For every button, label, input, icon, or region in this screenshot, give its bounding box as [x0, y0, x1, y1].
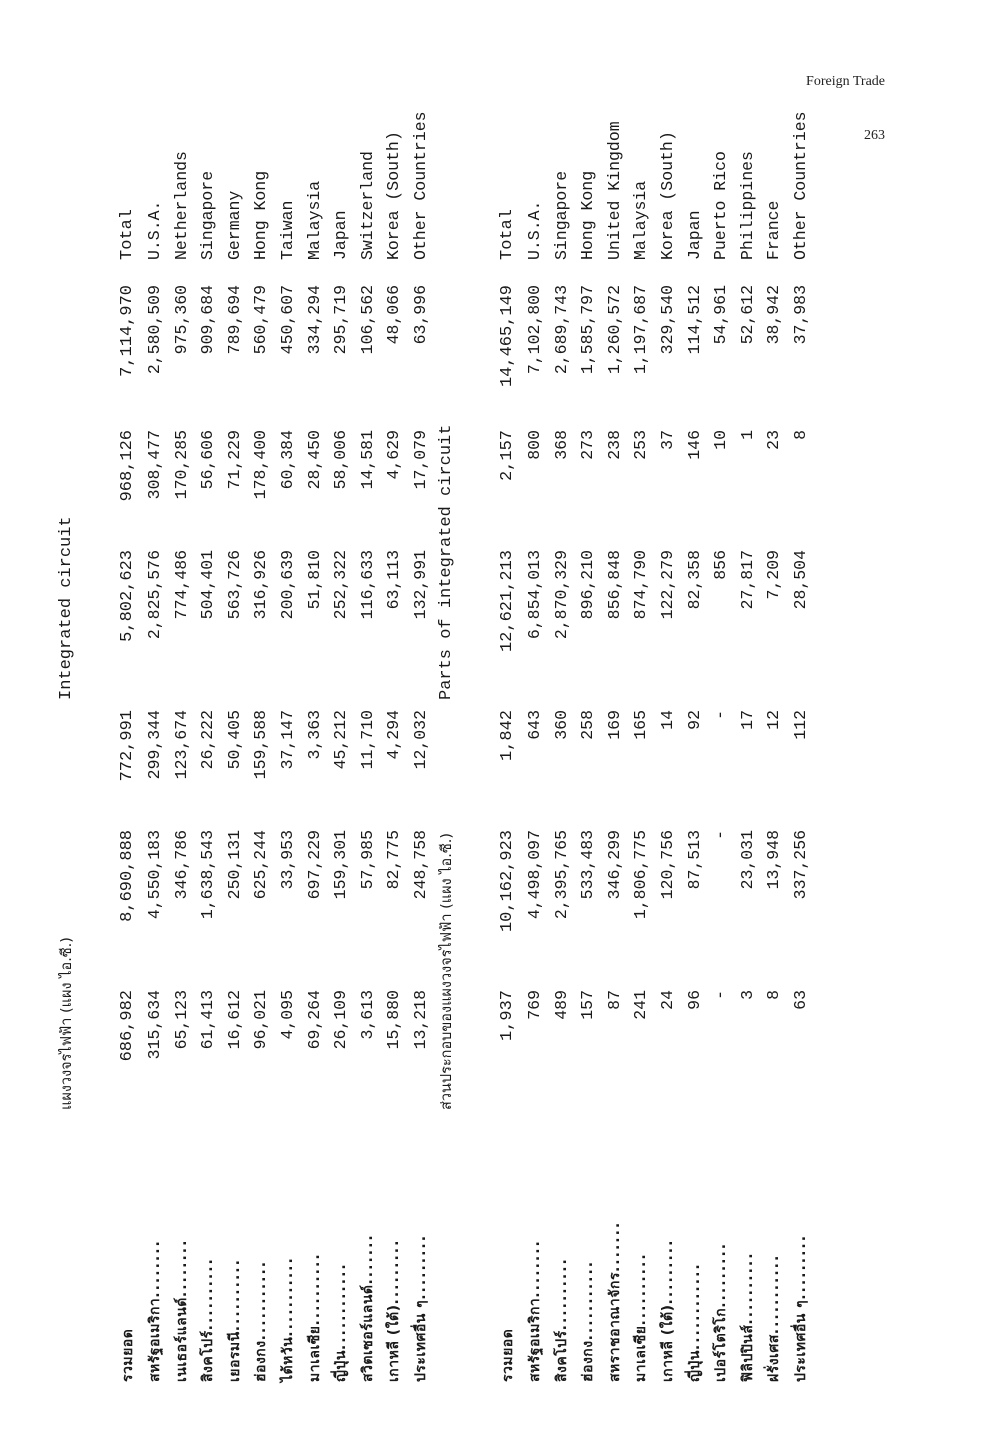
leader-dots: ........ — [147, 1239, 163, 1298]
country-name-thai — [195, 1122, 221, 1382]
table-row — [522, 20, 548, 1400]
value-cell-6: 38,942 — [764, 285, 784, 345]
country-name-thai-text: เนเธอร์แลนด์ — [173, 1297, 190, 1382]
value-cell-1: 3 — [737, 990, 757, 1000]
country-name-english: U.S.A. — [145, 200, 164, 260]
country-name-thai-text: สิงคโปร์ — [200, 1330, 217, 1382]
value-cell-6: 1,585,797 — [578, 285, 598, 375]
value-cell-3: 50,405 — [224, 710, 244, 770]
value-cell-2: 248,758 — [411, 830, 430, 900]
value-cell-2: 159,301 — [331, 830, 351, 900]
value-cell-5: 60,384 — [278, 430, 297, 490]
value-cell-1: 96,021 — [251, 990, 271, 1050]
value-cell-5: 968,126 — [118, 430, 137, 502]
value-cell-4: 856,848 — [604, 550, 624, 620]
value-cell-3: 169 — [604, 710, 624, 740]
value-cell-2: 337,256 — [791, 830, 810, 900]
value-cell-2: 1,806,775 — [631, 830, 651, 920]
table-row — [195, 20, 221, 1400]
country-name-thai-text: สหรัฐอเมริกา — [147, 1297, 163, 1382]
country-name-thai — [788, 1122, 814, 1382]
value-cell-6: 54,961 — [711, 285, 731, 345]
value-cell-2: 8,690,888 — [118, 830, 137, 922]
value-cell-3: 37,147 — [278, 710, 297, 770]
country-name-thai-text: ญี่ปุ่น — [686, 1350, 703, 1382]
table-row — [302, 20, 328, 1400]
value-cell-2: 87,513 — [684, 830, 704, 890]
country-name-thai — [355, 1122, 381, 1382]
table-row — [381, 20, 407, 1400]
value-cell-4: 856 — [711, 550, 731, 580]
value-cell-4: 252,322 — [331, 550, 351, 620]
country-name-thai — [602, 1122, 628, 1382]
value-cell-1: 16,612 — [224, 990, 244, 1050]
leader-dots: .......... — [226, 1258, 243, 1332]
value-cell-5: 146 — [684, 430, 704, 460]
value-cell-1: 13,218 — [411, 990, 430, 1050]
value-cell-2: 346,786 — [171, 830, 191, 900]
value-cell-1: 69,264 — [304, 990, 324, 1050]
value-cell-5: 178,400 — [251, 430, 271, 500]
value-cell-5: 308,477 — [145, 430, 164, 500]
value-cell-6: 48,066 — [384, 285, 404, 345]
value-cell-1: 3,613 — [357, 990, 377, 1040]
country-name-thai-text: ฮ่องกง — [253, 1340, 270, 1382]
value-cell-4: 563,726 — [224, 550, 244, 620]
value-cell-3: 12 — [764, 710, 784, 730]
value-cell-5: 800 — [525, 430, 544, 460]
value-cell-6: 560,479 — [251, 285, 271, 355]
country-name-thai — [735, 1122, 761, 1382]
value-cell-4: 12,621,213 — [498, 550, 517, 653]
leader-dots: ....... — [359, 1233, 376, 1285]
value-cell-1: 315,634 — [145, 990, 164, 1060]
value-cell-6: 975,360 — [171, 285, 191, 355]
value-cell-2: 82,775 — [384, 830, 404, 890]
value-cell-1: 63 — [791, 990, 810, 1010]
table-row — [328, 20, 354, 1400]
leader-dots: ........ — [173, 1238, 190, 1298]
value-cell-6: 329,540 — [658, 285, 677, 355]
leader-dots: ........... — [580, 1259, 597, 1341]
country-name-thai-text: เยอรมนี — [226, 1331, 243, 1382]
value-cell-5: 71,229 — [224, 430, 244, 490]
country-name-english: Korea (South) — [384, 131, 404, 260]
country-name-thai-text: ญี่ปุ่น — [333, 1350, 350, 1382]
country-name-thai-text: ฮ่องกง — [580, 1340, 597, 1382]
value-cell-2: 625,244 — [251, 830, 271, 900]
country-name-thai — [708, 1122, 734, 1382]
value-cell-5: 273 — [578, 430, 598, 460]
value-cell-1: 26,109 — [331, 990, 351, 1050]
country-name-thai-text: สหรัฐอเมริกา — [527, 1297, 543, 1382]
country-name-thai-text: สวิตเซอร์แลนด์ — [359, 1284, 376, 1382]
value-cell-5: 56,606 — [198, 430, 218, 490]
country-name-english: Philippines — [737, 151, 757, 260]
value-cell-5: 10 — [711, 430, 731, 450]
leader-dots: .......... — [633, 1252, 650, 1326]
table-title-thai: ส่วนประกอบของแผงวงจรไฟฟ้า (แผง ไอ.ซี.) — [439, 833, 455, 1110]
country-name-english: Hong Kong — [251, 170, 271, 260]
country-name-thai-text: เปอร์โตริโก — [713, 1307, 730, 1382]
value-cell-1: 241 — [631, 990, 651, 1020]
leader-dots: ......... — [793, 1233, 809, 1300]
value-cell-3: 92 — [684, 710, 704, 730]
value-cell-3: 258 — [578, 710, 598, 740]
value-cell-2: 250,131 — [224, 830, 244, 900]
table-row — [602, 20, 628, 1400]
country-name-english: Switzerland — [357, 151, 377, 260]
leader-dots: ......... — [713, 1241, 730, 1308]
table-row — [682, 20, 708, 1400]
value-cell-2: 33,953 — [278, 830, 297, 890]
value-cell-4: 132,991 — [411, 550, 430, 620]
country-name-thai — [408, 1122, 434, 1382]
value-cell-1: 769 — [525, 990, 544, 1020]
country-name-english: Hong Kong — [578, 170, 598, 260]
value-cell-4: 874,790 — [631, 550, 651, 620]
value-cell-5: 2,157 — [498, 430, 517, 482]
country-name-thai — [549, 1122, 575, 1382]
value-cell-3: 3,363 — [304, 710, 324, 760]
table-row — [575, 20, 601, 1400]
value-cell-3: 4,294 — [384, 710, 404, 760]
value-cell-4: 7,209 — [764, 550, 784, 600]
value-cell-6: 909,684 — [198, 285, 218, 355]
value-cell-3: 299,344 — [145, 710, 164, 780]
value-cell-3: 45,212 — [331, 710, 351, 770]
table-title-english: Integrated circuit — [57, 516, 76, 700]
value-cell-6: 106,562 — [357, 285, 377, 355]
country-name-thai — [494, 1122, 522, 1382]
value-cell-5: 23 — [764, 430, 784, 450]
rotated-table-area — [52, 20, 852, 1400]
value-cell-3: 643 — [525, 710, 544, 740]
country-name-thai-text: สหราชอาณาจักร — [606, 1272, 623, 1382]
value-cell-1: 157 — [578, 990, 598, 1020]
value-cell-6: 450,607 — [278, 285, 297, 355]
country-name-english: Puerto Rico — [711, 151, 731, 260]
value-cell-5: 368 — [551, 430, 571, 460]
country-name-thai — [142, 1122, 168, 1382]
country-name-thai — [222, 1122, 248, 1382]
value-cell-3: 1,842 — [498, 710, 517, 762]
value-cell-5: 14,581 — [357, 430, 377, 490]
page-number: 263 — [864, 128, 885, 143]
value-cell-4: 774,486 — [171, 550, 191, 620]
value-cell-1: 87 — [604, 990, 624, 1010]
value-cell-1: 65,123 — [171, 990, 191, 1050]
value-cell-4: 122,279 — [658, 550, 677, 620]
value-cell-3: 123,674 — [171, 710, 191, 780]
value-cell-4: 2,870,329 — [551, 550, 571, 640]
leader-dots: ........... — [766, 1253, 783, 1335]
table-title-thai: แผงวงจรไฟฟ้า (แผง ไอ.ซี.) — [59, 937, 75, 1110]
country-name-english: U.S.A. — [525, 200, 544, 260]
country-name-english: Other Countries — [411, 111, 430, 260]
value-cell-3: 11,710 — [357, 710, 377, 770]
value-cell-3: 772,991 — [118, 710, 137, 782]
value-cell-5: 1 — [737, 430, 757, 440]
value-cell-6: 1,260,572 — [604, 285, 624, 375]
value-cell-2: 346,299 — [604, 830, 624, 900]
leader-dots: .......... — [739, 1251, 756, 1325]
value-cell-4: 116,633 — [357, 550, 377, 620]
value-cell-6: 7,102,800 — [525, 285, 544, 375]
value-cell-4: 63,113 — [384, 550, 404, 610]
value-cell-5: 238 — [604, 430, 624, 460]
value-cell-4: 27,817 — [737, 550, 757, 610]
country-name-thai — [302, 1122, 328, 1382]
country-name-thai — [114, 1122, 142, 1382]
value-cell-6: 37,983 — [791, 285, 810, 345]
value-cell-1: 8 — [764, 990, 784, 1000]
value-cell-2: 697,229 — [304, 830, 324, 900]
value-cell-3: 17 — [737, 710, 757, 730]
country-name-thai — [682, 1122, 708, 1382]
country-name-english: Netherlands — [171, 151, 191, 260]
country-name-thai-text: รวมยอด — [120, 1328, 136, 1382]
value-cell-6: 789,694 — [224, 285, 244, 355]
value-cell-3: 159,588 — [251, 710, 271, 780]
value-cell-1: 4,095 — [278, 990, 297, 1040]
leader-dots: .......... — [553, 1257, 570, 1331]
country-name-thai-text: เกาหลี (ใต้) — [386, 1304, 403, 1382]
value-cell-5: 28,450 — [304, 430, 324, 490]
table-row — [222, 20, 248, 1400]
total-row — [114, 20, 142, 1400]
country-name-thai-text: ประเทศอื่น ๆ — [413, 1299, 429, 1382]
country-name-thai-text: มาเลเซีย — [633, 1325, 650, 1382]
leader-dots: ....... — [606, 1220, 623, 1273]
leader-dots: ............ — [686, 1262, 703, 1351]
country-name-thai-text: ฝรั่งเศส — [766, 1334, 783, 1382]
value-cell-6: 14,465,149 — [498, 285, 517, 388]
value-cell-4: 28,504 — [791, 550, 810, 610]
country-name-thai-text: สิงคโปร์ — [553, 1330, 570, 1382]
country-name-english: Malaysia — [631, 180, 651, 260]
value-cell-2: 120,756 — [658, 830, 677, 900]
table-row — [355, 20, 381, 1400]
value-cell-2: 533,483 — [578, 830, 598, 900]
country-name-english: Taiwan — [278, 200, 297, 260]
country-name-english: France — [764, 200, 784, 260]
value-cell-1: 686,982 — [118, 990, 137, 1062]
value-cell-6: 2,580,509 — [145, 285, 164, 375]
country-name-thai-text: ฟิลิปปินส์ — [739, 1324, 756, 1382]
value-cell-3: - — [711, 710, 731, 720]
value-cell-2: 4,498,097 — [525, 830, 544, 920]
country-name-english: Singapore — [198, 170, 218, 260]
value-cell-4: 51,810 — [304, 550, 324, 610]
leader-dots: .......... — [306, 1252, 323, 1326]
value-cell-6: 2,689,743 — [551, 285, 571, 375]
country-name-thai-text: เกาหลี (ใต้) — [660, 1304, 676, 1382]
value-cell-1: 61,413 — [198, 990, 218, 1050]
table-row — [655, 20, 681, 1400]
value-cell-2: - — [711, 830, 731, 840]
leader-dots: .......... — [200, 1257, 217, 1331]
value-cell-5: 253 — [631, 430, 651, 460]
table-row — [142, 20, 168, 1400]
table-title-english: Parts of integrated circuit — [437, 424, 456, 700]
country-name-english: Singapore — [551, 170, 571, 260]
value-cell-1: 1,937 — [498, 990, 517, 1042]
value-cell-6: 63,996 — [411, 285, 430, 345]
country-name-thai — [761, 1122, 787, 1382]
country-name-thai — [248, 1122, 274, 1382]
value-cell-2: 1,638,543 — [198, 830, 218, 920]
value-cell-3: 14 — [658, 710, 677, 730]
table-row — [248, 20, 274, 1400]
table-row — [788, 20, 814, 1400]
leader-dots: ......... — [386, 1238, 403, 1305]
country-name-english: Total — [498, 208, 517, 260]
value-cell-6: 1,197,687 — [631, 285, 651, 375]
table-row — [408, 20, 434, 1400]
value-cell-6: 7,114,970 — [118, 285, 137, 377]
country-name-thai — [575, 1122, 601, 1382]
value-cell-4: 6,854,013 — [525, 550, 544, 640]
country-name-english: Korea (South) — [658, 131, 677, 260]
value-cell-1: 24 — [658, 990, 677, 1010]
country-name-english: United Kingdom — [604, 121, 624, 260]
table-row — [708, 20, 734, 1400]
value-cell-1: 15,880 — [384, 990, 404, 1050]
table-row — [735, 20, 761, 1400]
table-row — [761, 20, 787, 1400]
value-cell-4: 82,358 — [684, 550, 704, 610]
value-cell-3: 165 — [631, 710, 651, 740]
value-cell-2: 57,985 — [357, 830, 377, 890]
country-name-thai — [522, 1122, 548, 1382]
value-cell-6: 114,512 — [684, 285, 704, 355]
value-cell-3: 12,032 — [411, 710, 430, 770]
value-cell-3: 360 — [551, 710, 571, 740]
country-name-thai — [169, 1122, 195, 1382]
country-name-english: Malaysia — [304, 180, 324, 260]
value-cell-2: 4,550,183 — [145, 830, 164, 920]
value-cell-5: 37 — [658, 430, 677, 450]
country-name-thai — [328, 1122, 354, 1382]
value-cell-5: 4,629 — [384, 430, 404, 480]
value-cell-4: 2,825,576 — [145, 550, 164, 640]
value-cell-4: 504,401 — [198, 550, 218, 620]
value-cell-3: 26,222 — [198, 710, 218, 770]
value-cell-4: 896,210 — [578, 550, 598, 620]
country-name-english: Japan — [331, 210, 351, 260]
value-cell-3: 112 — [791, 710, 810, 740]
value-cell-2: 13,948 — [764, 830, 784, 890]
leader-dots: ......... — [660, 1238, 676, 1305]
value-cell-1: - — [711, 990, 731, 1000]
value-cell-6: 334,294 — [304, 285, 324, 355]
country-name-thai — [655, 1122, 681, 1382]
country-name-english: Germany — [224, 190, 244, 260]
value-cell-2: 10,162,923 — [498, 830, 517, 933]
country-name-thai-text: ประเทศอื่น ๆ — [793, 1299, 809, 1382]
country-name-english: Japan — [684, 210, 704, 260]
table-row — [549, 20, 575, 1400]
country-name-thai — [275, 1122, 301, 1382]
value-cell-5: 8 — [791, 430, 810, 440]
value-cell-4: 200,639 — [278, 550, 297, 620]
leader-dots: ........... — [253, 1259, 270, 1341]
table-row — [169, 20, 195, 1400]
value-cell-2: 23,031 — [737, 830, 757, 890]
value-cell-4: 5,802,623 — [118, 550, 137, 642]
value-cell-6: 52,612 — [737, 285, 757, 345]
total-row — [494, 20, 522, 1400]
value-cell-2: 2,395,765 — [551, 830, 571, 920]
table-row — [275, 20, 301, 1400]
country-name-thai-text: ไต้หวัน — [280, 1336, 296, 1382]
table-row — [628, 20, 654, 1400]
country-name-thai-text: มาเลเซีย — [306, 1325, 323, 1382]
value-cell-1: 489 — [551, 990, 571, 1020]
value-cell-4: 316,926 — [251, 550, 271, 620]
value-cell-5: 58,006 — [331, 430, 351, 490]
country-name-thai — [381, 1122, 407, 1382]
leader-dots: ............ — [333, 1262, 350, 1351]
country-name-thai — [628, 1122, 654, 1382]
leader-dots: ......... — [413, 1233, 429, 1300]
value-cell-5: 170,285 — [171, 430, 191, 500]
value-cell-6: 295,719 — [331, 285, 351, 355]
value-cell-1: 96 — [684, 990, 704, 1010]
country-name-english: Other Countries — [791, 111, 810, 260]
leader-dots: ........ — [527, 1239, 543, 1298]
section-title: Foreign Trade — [806, 74, 885, 89]
leader-dots: ........... — [280, 1256, 296, 1337]
country-name-thai-text: รวมยอด — [500, 1328, 516, 1382]
country-name-english: Total — [118, 208, 137, 260]
value-cell-5: 17,079 — [411, 430, 430, 490]
